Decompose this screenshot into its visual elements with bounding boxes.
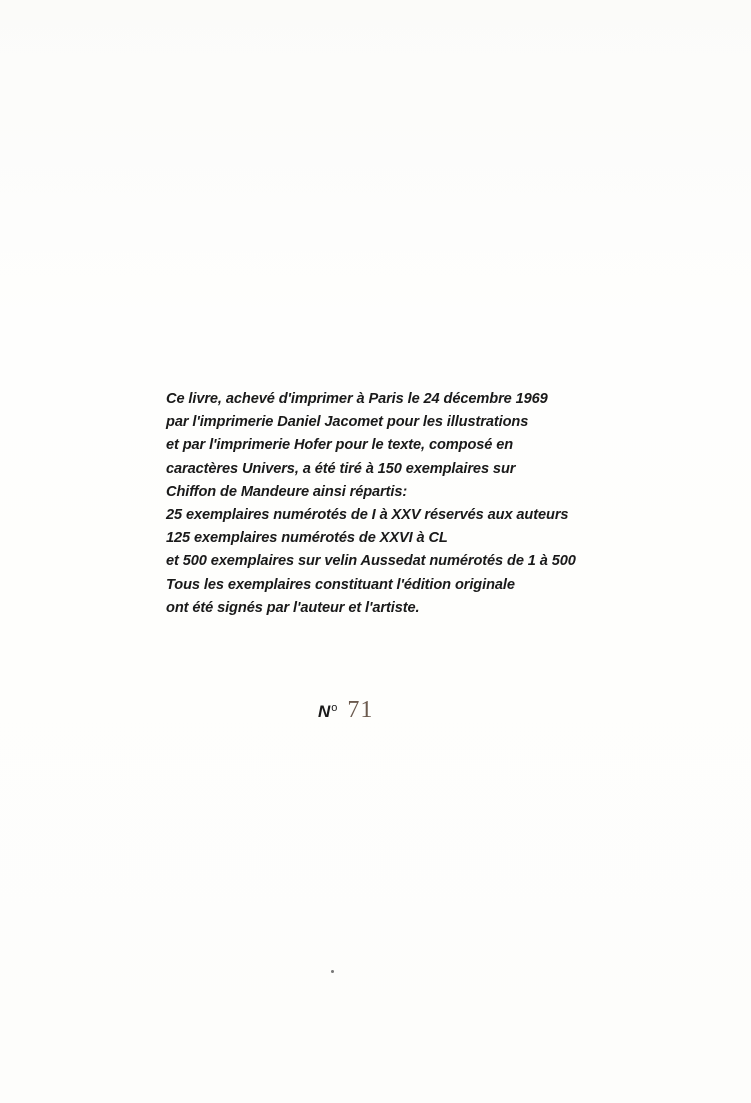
colophon-line: caractères Univers, a été tiré à 150 exemplaires sur	[166, 460, 516, 477]
copy-number-value: 71	[347, 697, 374, 723]
paper-speck	[331, 970, 334, 973]
colophon-line: 125 exemplaires numérotés de XXVI à CL	[166, 530, 448, 547]
colophon-line: et 500 exemplaires sur velin Aussedat numérotés de 1 à 500	[166, 553, 576, 570]
copy-number-superscript: o	[331, 702, 338, 714]
copy-number	[318, 697, 373, 727]
colophon-line: ont été signés par l'auteur et l'artiste.	[166, 599, 420, 616]
copy-number-label: N	[318, 702, 331, 721]
colophon-text	[166, 388, 686, 620]
colophon-line: Chiffon de Mandeure ainsi répartis:	[166, 483, 408, 500]
colophon-line: par l'imprimerie Daniel Jacomet pour les illustrations	[166, 414, 529, 431]
colophon-line: 25 exemplaires numérotés de I à XXV réservés aux auteurs	[166, 507, 569, 524]
colophon-line: Tous les exemplaires constituant l'édition originale	[166, 576, 515, 593]
colophon-line: et par l'imprimerie Hofer pour le texte, composé en	[166, 437, 514, 454]
colophon-line: Ce livre, achevé d'imprimer à Paris le 24 décembre 1969	[166, 391, 548, 407]
